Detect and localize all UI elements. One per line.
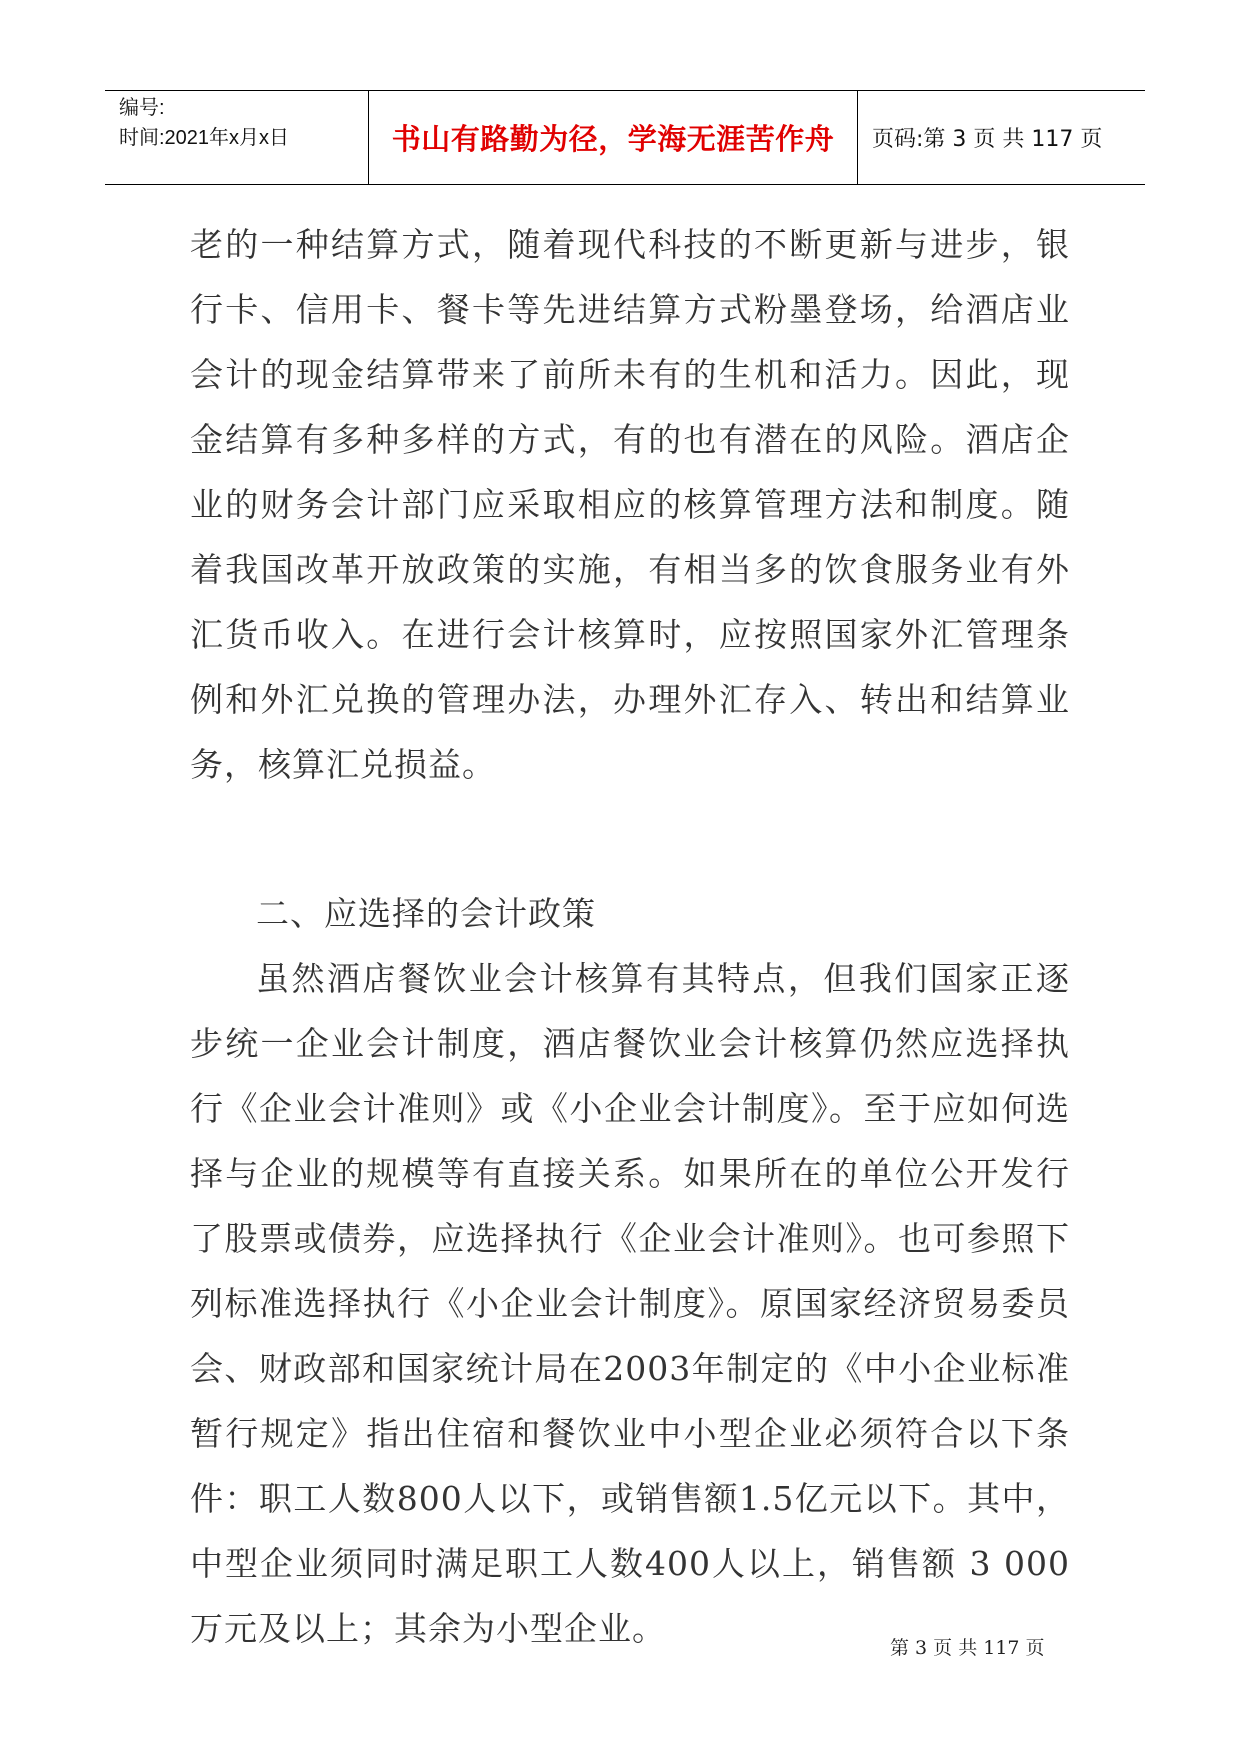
section-heading: 二、应选择的会计政策 — [256, 894, 596, 933]
paragraph-gap — [190, 797, 1070, 881]
document-body — [190, 212, 1070, 1661]
page-header — [105, 90, 1145, 185]
motto-text: 书山有路勤为径，学海无涯苦作舟 — [391, 122, 835, 156]
page-footer: 第 3 页 共 117 页 — [890, 1637, 1045, 1659]
header-motto-cell — [369, 91, 858, 184]
paragraph-accounting-policy: 虽然酒店餐饮业会计核算有其特点，但我们国家正逐步统一企业会计制度，酒店餐饮业会计核算仍然应选择执行《企业会计准则》或《小企业会计制度》。至于应如何选择与企业的规模等有直接关系。如果所在的单位公开发行了股票或债券，应选择执行《企业会计准则》。也可参照下列标准选择执行《小企业会计制度》。原国家经济贸易委员会、财政部和国家统计局在2003年制定的《中小企业标准暂行规定》指出住宿和餐饮业中小型企业必须符合以下条件：职工人数800人以下，或销售额1.5亿元以下。其中，中型企业须同时满足职工人数400人以上，销售额 3 000万元及以上；其余为小型企业。 — [190, 959, 1070, 1648]
paragraph-cash-settlement: 老的一种结算方式，随着现代科技的不断更新与进步，银行卡、信用卡、餐卡等先进结算方式粉墨登场，给酒店业会计的现金结算带来了前所未有的生机和活力。因此，现金结算有多种多样的方式，有的也有潜在的风险。酒店企业的财务会计部门应采取相应的核算管理方法和制度。随着我国改革开放政策的实施，有相当多的饮食服务业有外汇货币收入。在进行会计核算时，应按照国家外汇管理条例和外汇兑换的管理办法，办理外汇存入、转出和结算业务，核算汇兑损益。 — [190, 225, 1070, 784]
page-number-label: 页码:第 3 页 共 117 页 — [872, 127, 1103, 152]
header-meta — [105, 91, 369, 184]
time-label: 时间:2021年x月x日 — [119, 127, 290, 149]
number-label: 编号: — [119, 97, 165, 119]
header-page-cell — [858, 91, 1145, 184]
